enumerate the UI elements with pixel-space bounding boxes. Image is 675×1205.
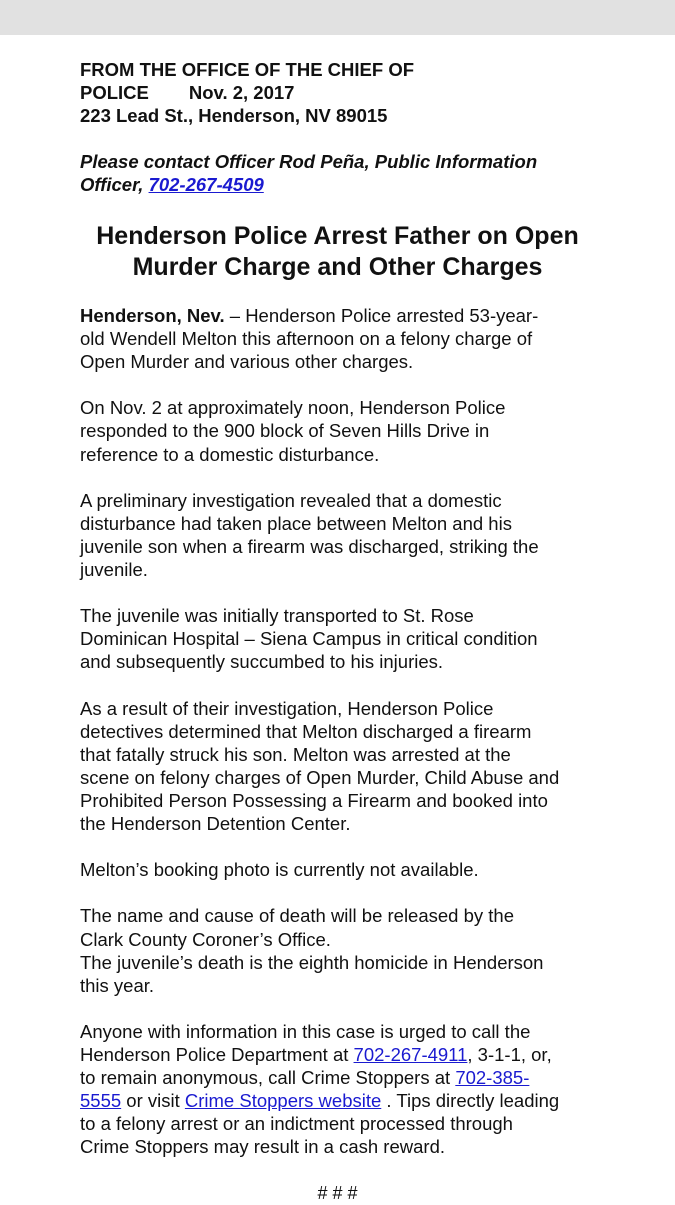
p6-line: Melton’s booking photo is currently not available. [80,859,479,881]
p5-line: that fatally struck his son. Melton was arrested at the [80,743,511,765]
contact-line2 [80,173,640,196]
paragraph-5 [80,697,640,836]
p7-line: this year. [80,974,155,996]
article-body [80,304,640,1205]
p8-text: , 3-1-1, or, [467,1044,552,1065]
paragraph-3 [80,489,640,581]
p2-line: reference to a domestic disturbance. [80,443,380,465]
p5-line: Prohibited Person Possessing a Firearm and booked into [80,789,548,811]
header-office: FROM THE OFFICE OF THE CHIEF OF [80,59,415,80]
header-address: 223 Lead St., Henderson, NV 89015 [80,105,388,126]
p8-line [80,1043,640,1066]
p2-line: On Nov. 2 at approximately noon, Henderson Police [80,397,506,419]
p3-line: A preliminary investigation revealed that a domestic [80,489,502,511]
p8-text: Henderson Police Department at [80,1044,354,1065]
press-release [80,58,640,1205]
paragraph-7 [80,904,640,996]
p4-line: Dominican Hospital – Siena Campus in critical condition [80,628,538,650]
p7-line: Clark County Coroner’s Office. [80,928,331,950]
p1-text: – Henderson Police arrested 53-year- [224,305,539,326]
p8-line [80,1089,640,1112]
paragraph-4 [80,604,640,673]
paragraph-6 [80,858,640,881]
p5-line: As a result of their investigation, Henderson Police [80,697,494,719]
p2-line: responded to the 900 block of Seven Hills Drive in [80,420,490,442]
p8-line: to a felony arrest or an indictment processed through [80,1113,513,1135]
p5-line: scene on felony charges of Open Murder, Child Abuse and [80,766,560,788]
header-block [80,58,640,127]
p7-line: The juvenile’s death is the eighth homicide in Henderson [80,951,544,973]
p8-text: . Tips directly leading [381,1090,560,1112]
contact-officer-text: Officer, [80,174,149,195]
title-line2: Murder Charge and Other Charges [132,253,543,281]
p7-line: The name and cause of death will be released by the [80,905,515,927]
p5-line: the Henderson Detention Center. [80,813,351,835]
p1-line: Open Murder and various other charges. [80,351,414,373]
crime-stoppers-website-link[interactable]: Crime Stoppers website [184,1090,382,1112]
page-title [0,221,675,283]
p8-line: Anyone with information in this case is urged to call the [80,1020,531,1042]
p3-line: juvenile son when a firearm was discharged, striking the [80,535,539,557]
p1-line [80,304,640,327]
p8-text: to remain anonymous, call Crime Stoppers at [80,1067,456,1089]
p8-text: or visit [121,1090,185,1112]
contact-block [80,150,640,196]
header-police: POLICE [80,82,149,103]
contact-line1: Please contact Officer Rod Peña, Public Information [80,151,538,172]
header-date: Nov. 2, 2017 [188,82,295,103]
p5-line: detectives determined that Melton discharged a firearm [80,720,532,742]
paragraph-1 [80,304,640,373]
top-bar [0,0,675,35]
end-mark: # # # [317,1182,358,1203]
p3-line: juvenile. [80,559,148,581]
header-line2 [80,81,640,104]
p8-line: Crime Stoppers may result in a cash reward. [80,1136,445,1158]
p4-line: and subsequently succumbed to his injuries. [80,651,444,673]
crime-stoppers-phone-link-cont[interactable]: 5555 [80,1090,122,1112]
contact-phone-link[interactable]: 702-267-4509 [148,174,264,195]
title-line1: Henderson Police Arrest Father on Open [96,222,579,250]
crime-stoppers-phone-link[interactable]: 702-385- [455,1067,530,1089]
p4-line: The juvenile was initially transported to St. Rose [80,605,474,627]
p1-line: old Wendell Melton this afternoon on a felony charge of [80,328,533,350]
dateline: Henderson, Nev. [80,305,225,326]
paragraph-8 [80,1020,640,1159]
police-phone-link[interactable]: 702-267-4911 [353,1044,468,1065]
p8-line [80,1066,640,1089]
p3-line: disturbance had taken place between Melton and his [80,512,512,534]
paragraph-2 [80,396,640,465]
